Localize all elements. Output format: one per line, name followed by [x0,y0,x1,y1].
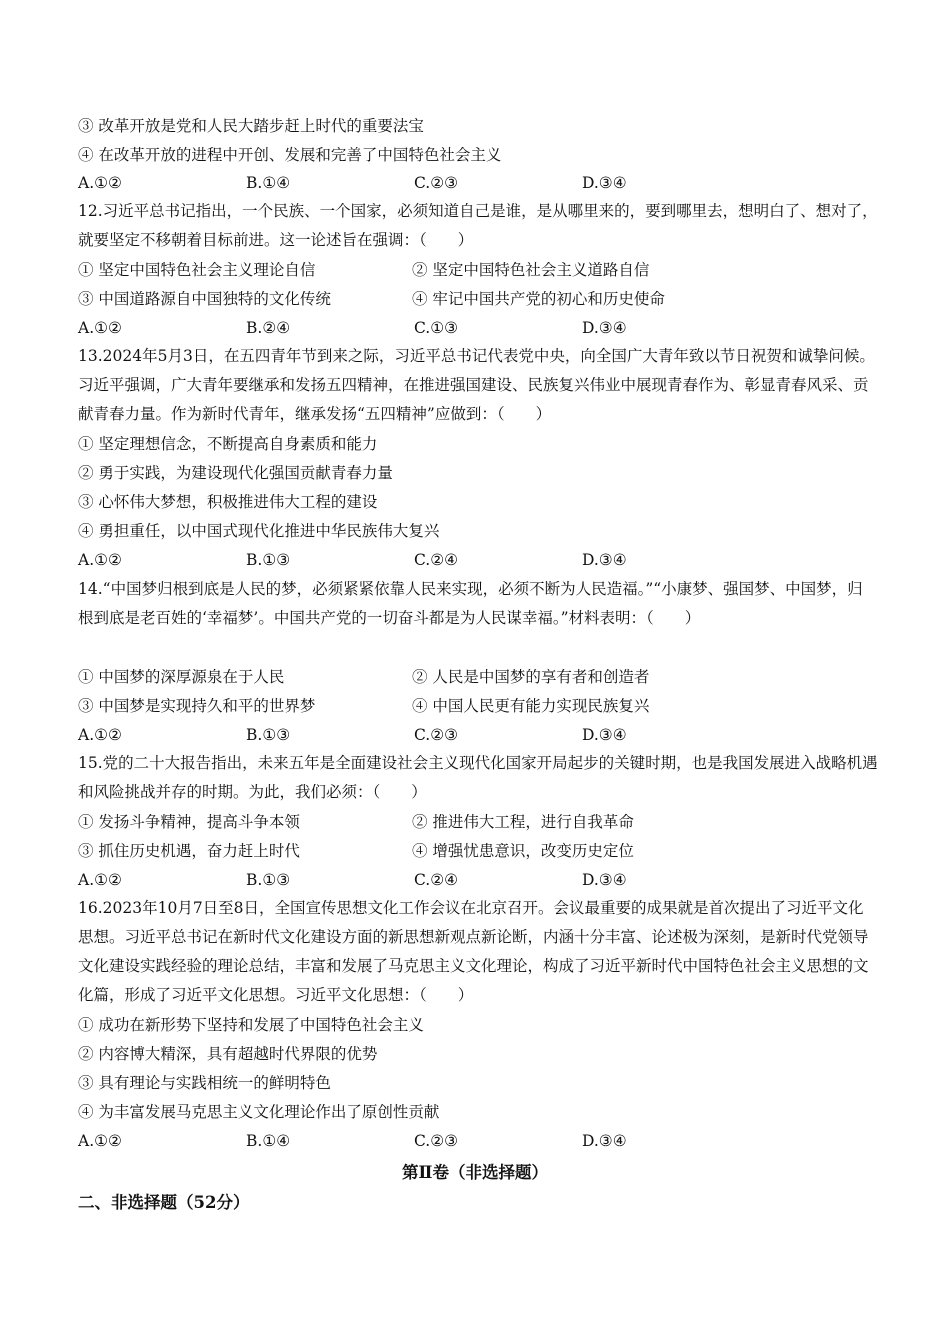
q13-option-b[interactable]: B.①③ [246,551,291,569]
q14-options [78,725,878,745]
q12-option-a[interactable]: A.①② [78,319,122,337]
q12-options [78,318,878,338]
q13-item-3: ③ 心怀伟大梦想，积极推进伟大工程的建设 [78,493,378,511]
q13-options [78,550,878,570]
q12-option-b[interactable]: B.②④ [246,319,291,337]
q14-item-4: ④ 中国人民更有能力实现民族复兴 [412,697,650,715]
section-2-title: 第Ⅱ卷（非选择题） [402,1163,548,1182]
q13-option-a[interactable]: A.①② [78,551,122,569]
q15-options [78,870,878,890]
q11-option-d[interactable]: D.③④ [582,174,627,192]
q13-item-4: ④ 勇担重任，以中国式现代化推进中华民族伟大复兴 [78,522,440,540]
q16-options [78,1131,878,1151]
q12-items-row1 [78,260,878,280]
q12-item-1: ① 坚定中国特色社会主义理论自信 [78,261,316,279]
q16-option-c[interactable]: C.②③ [414,1132,459,1150]
q16-option-a[interactable]: A.①② [78,1132,122,1150]
q12-option-d[interactable]: D.③④ [582,319,627,337]
q14-option-a[interactable]: A.①② [78,726,122,744]
q14-option-c[interactable]: C.②③ [414,726,459,744]
q12-item-3: ③ 中国道路源自中国独特的文化传统 [78,290,331,308]
q16-option-b[interactable]: B.①④ [246,1132,291,1150]
q12-item-2: ② 坚定中国特色社会主义道路自信 [412,261,650,279]
q16-stem: 16.2023年10月7日至8日，全国宣传思想文化工作会议在北京召开。会议最重要的成果就是首次提出了习近平文化思想。习近平总书记在新时代文化建设方面的新思想新观点新论断，内涵十分丰富、论述极为深刻，是新时代党领导文化建设实践经验的理论总结，丰富和发展了马克思主义文化理论，构成了习近平新时代中国特色社会主义思想的文化篇，形成了习近平文化思想。习近平文化思想：（ ） [78,899,869,1004]
q15-option-d[interactable]: D.③④ [582,871,627,889]
q14-item-2: ② 人民是中国梦的享有者和创造者 [412,668,650,686]
q14-option-d[interactable]: D.③④ [582,726,627,744]
q13-option-d[interactable]: D.③④ [582,551,627,569]
q11-item-4: ④ 在改革开放的进程中开创、发展和完善了中国特色社会主义 [78,146,502,164]
q13-stem: 13.2024年5月3日，在五四青年节到来之际，习近平总书记代表党中央，向全国广大青年致以节日祝贺和诚挚问候。习近平强调，广大青年要继承和发扬五四精神，在推进强国建设、民族复兴伟业中展现青春作为、彰显青春风采、贡献青春力量。作为新时代青年，继承发扬“五四精神”应做到：（ ） [78,347,875,423]
q14-option-b[interactable]: B.①③ [246,726,291,744]
q15-items-row2 [78,841,878,861]
q14-stem: 14.“中国梦归根到底是人民的梦，必须紧紧依靠人民来实现，必须不断为人民造福。”“小康梦、强国梦、中国梦，归根到底是老百姓的‘幸福梦’。中国共产党的一切奋斗都是为人民谋幸福。”材料表明：（ ） [78,580,863,627]
q15-item-4: ④ 增强忧患意识，改变历史定位 [412,842,634,860]
q15-items-row1 [78,812,878,832]
q11-option-c[interactable]: C.②③ [414,174,459,192]
q14-item-3: ③ 中国梦是实现持久和平的世界梦 [78,697,316,715]
q13-option-c[interactable]: C.②④ [414,551,459,569]
q15-item-1: ① 发扬斗争精神，提高斗争本领 [78,813,300,831]
part-2-heading: 二、非选择题（52分） [78,1193,250,1212]
q16-option-d[interactable]: D.③④ [582,1132,627,1150]
q13-item-1: ① 坚定理想信念，不断提高自身素质和能力 [78,435,378,453]
q12-stem: 12.习近平总书记指出，一个民族、一个国家，必须知道自己是谁，是从哪里来的，要到哪里去，想明白了、想对了，就要坚定不移朝着目标前进。这一论述旨在强调：（ ） [78,202,878,249]
q16-item-2: ② 内容博大精深，具有超越时代界限的优势 [78,1045,378,1063]
q15-option-b[interactable]: B.①③ [246,871,291,889]
q14-items-row2 [78,696,878,716]
q11-option-a[interactable]: A.①② [78,174,122,192]
q16-item-3: ③ 具有理论与实践相统一的鲜明特色 [78,1074,331,1092]
q15-item-3: ③ 抓住历史机遇，奋力赶上时代 [78,842,300,860]
q15-item-2: ② 推进伟大工程，进行自我革命 [412,813,634,831]
q13-item-2: ② 勇于实践，为建设现代化强国贡献青春力量 [78,464,393,482]
q12-items-row2 [78,289,878,309]
q15-stem: 15.党的二十大报告指出，未来五年是全面建设社会主义现代化国家开局起步的关键时期，也是我国发展进入战略机遇和风险挑战并存的时期。为此，我们必须：（ ） [78,754,878,801]
q12-option-c[interactable]: C.①③ [414,319,459,337]
q16-item-1: ① 成功在新形势下坚持和发展了中国特色社会主义 [78,1016,424,1034]
q14-item-1: ① 中国梦的深厚源泉在于人民 [78,668,285,686]
q15-option-a[interactable]: A.①② [78,871,122,889]
q11-option-b[interactable]: B.①④ [246,174,291,192]
q14-items-row1 [78,667,878,687]
q11-options [78,173,878,193]
q11-item-3: ③ 改革开放是党和人民大踏步赶上时代的重要法宝 [78,117,424,135]
q16-item-4: ④ 为丰富发展马克思主义文化理论作出了原创性贡献 [78,1103,440,1121]
q12-item-4: ④ 牢记中国共产党的初心和历史使命 [412,290,665,308]
q15-option-c[interactable]: C.②④ [414,871,459,889]
